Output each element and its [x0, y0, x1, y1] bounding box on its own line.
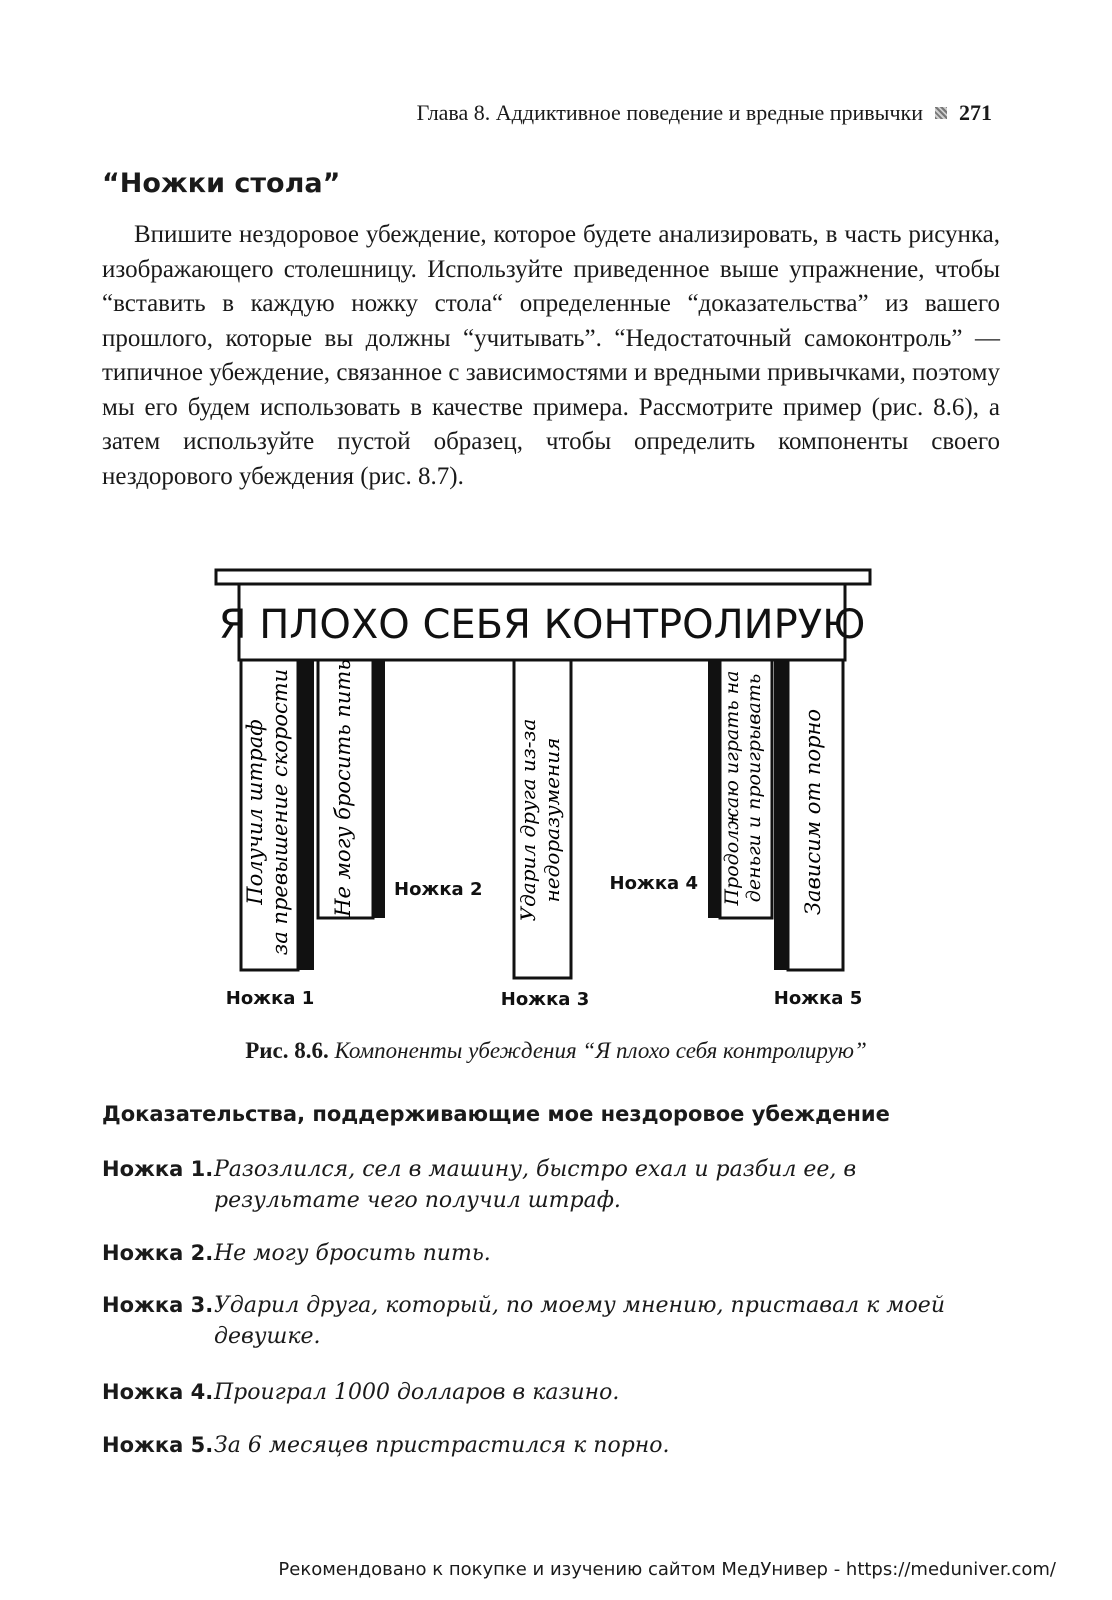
evidence-item — [102, 1154, 1002, 1216]
evidence-item-label: Ножка 4. — [102, 1380, 214, 1404]
evidence-item-label: Ножка 3. — [102, 1293, 214, 1317]
evidence-item-label: Ножка 2. — [102, 1241, 214, 1265]
evidence-item — [102, 1430, 1002, 1461]
figure-caption-label: Рис. 8.6. — [245, 1038, 329, 1063]
leg-1-text-line1: Получил штраф — [243, 719, 267, 905]
leg-1-text-line2: за превышение скорости — [268, 668, 292, 956]
evidence-item — [102, 1377, 1002, 1408]
figure-caption — [0, 1038, 1112, 1064]
leg-4 — [708, 660, 772, 918]
leg-3-label: Ножка 3 — [500, 989, 590, 1010]
evidence-item-text: Ударил друга, который, по моему мнению, приставал к моей девушке. — [214, 1293, 945, 1349]
section-title: “Ножки стола” — [102, 168, 341, 199]
evidence-item-label: Ножка 5. — [102, 1433, 214, 1457]
leg-3 — [514, 660, 571, 978]
leg-2 — [318, 659, 385, 918]
leg-2-label: Ножка 2 — [394, 879, 483, 900]
running-title: Глава 8. Аддиктивное поведение и вредные привычки — [416, 100, 923, 125]
leg-4-text-line2: деньги и проигрывать — [743, 673, 765, 903]
leg-1-label: Ножка 1 — [225, 988, 315, 1009]
evidence-item-label: Ножка 1. — [102, 1157, 214, 1181]
body-paragraph: Впишите нездоровое убеждение, которое будете анализировать, в часть рисунка, изображающего столешницу. Используйте приведенное выше упражнение, чтобы “вставить в каждую ножку стола“ определенные “доказательства” из вашего прошлого, которые вы должны “учитывать”. “Недостаточный самоконтроль” — типичное убеждение, связанное с зависимостями и вредными привычками, поэтому мы его будем использовать в качестве примера. Рассмотрите пример (рис. 8.6), а затем используйте пустой образец, чтобы определить компоненты своего нездорового убеждения (рис. 8.7). — [102, 221, 1000, 490]
page-number: 271 — [959, 100, 992, 125]
evidence-item-text: Не могу бросить пить. — [214, 1241, 491, 1266]
leg-4-text-line1: Продолжаю играть на — [721, 670, 743, 906]
square-marker-icon — [935, 107, 947, 119]
evidence-item — [102, 1238, 1002, 1269]
leg-5 — [774, 660, 843, 970]
leg-2-text-line1: Не могу бросить пить — [331, 659, 355, 917]
figure-caption-text: Компоненты убеждения “Я плохо себя контролирую” — [334, 1038, 867, 1063]
leg-1 — [241, 660, 314, 970]
table-legs-figure — [0, 562, 1112, 1042]
evidence-heading: Доказательства, поддерживающие мое нездоровое убеждение — [102, 1102, 890, 1126]
evidence-item — [102, 1290, 1002, 1352]
tabletop-edge — [216, 570, 870, 584]
evidence-item-text: Проиграл 1000 долларов в казино. — [214, 1380, 620, 1405]
evidence-item-text: За 6 месяцев пристрастился к порно. — [214, 1433, 670, 1458]
tabletop-text: Я ПЛОХО СЕБЯ КОНТРОЛИРУЮ — [218, 602, 866, 648]
leg-3-text-line1: Ударил друга из-за — [516, 718, 540, 922]
footer-recommendation: Рекомендовано к покупке и изучению сайтом МедУнивер - https://meduniver.com/ — [278, 1559, 1056, 1580]
leg-3-text-line2: недоразумения — [540, 737, 564, 903]
leg-4-label: Ножка 4 — [609, 873, 698, 894]
running-header — [417, 100, 992, 126]
leg-5-text-line1: Зависим от порно — [801, 708, 825, 916]
leg-5-label: Ножка 5 — [773, 988, 863, 1009]
evidence-item-text: Разозлился, сел в машину, быстро ехал и разбил ее, в результате чего получил штраф. — [214, 1157, 857, 1213]
